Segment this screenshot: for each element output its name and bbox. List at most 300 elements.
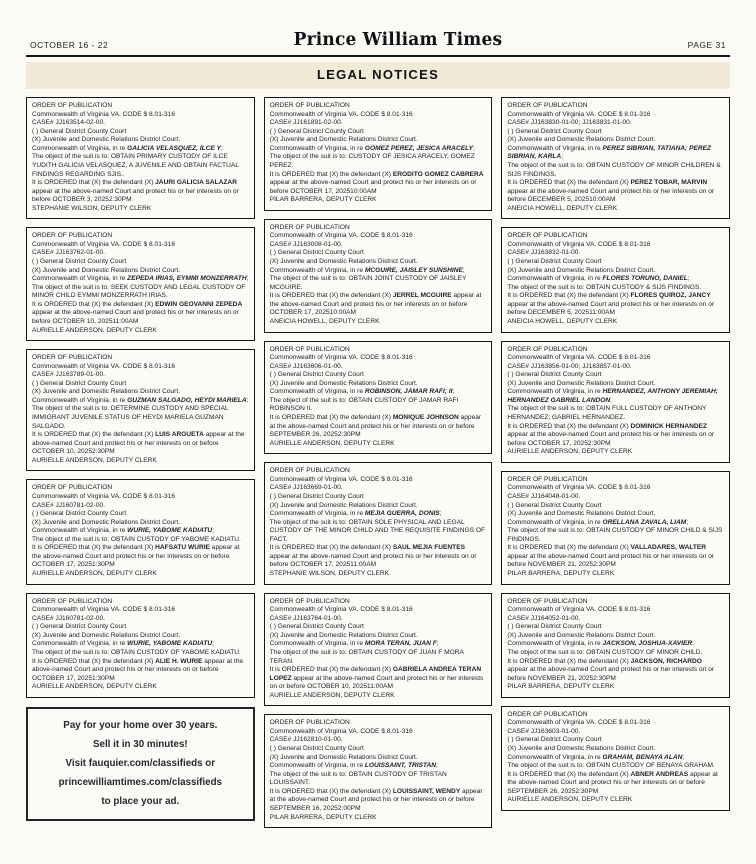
- in-re-prefix: Commonwealth of Virginia, in re: [32, 640, 128, 648]
- case-number: [270, 119, 487, 128]
- in-re-prefix: Commonwealth of Virginia, in re: [507, 275, 603, 283]
- commonwealth-line: [270, 728, 487, 737]
- legal-notice: [264, 341, 493, 455]
- in-re-semicolon: ;: [436, 640, 439, 648]
- legal-notice: [264, 462, 493, 584]
- court-checkbox-general: [507, 258, 724, 267]
- in-re-semicolon: ;: [439, 510, 442, 518]
- object-text: OBTAIN CUSTODY OF MINOR CHILDREN & SIJS FINDINGS.: [507, 161, 721, 178]
- in-re-semicolon: ;: [561, 153, 564, 161]
- legal-notice: [501, 593, 730, 698]
- notice-title-text: ORDER OF PUBLICATION: [507, 232, 588, 240]
- in-re-semicolon: ;: [436, 762, 438, 770]
- clerk-line: [507, 570, 724, 579]
- commonwealth-line: [507, 241, 724, 250]
- deadline-text: OCTOBER 17, 20252:30PM: [527, 439, 611, 447]
- court-checkbox-general: [32, 623, 249, 632]
- defendant-name: VALLADARES, WALTER: [630, 544, 707, 552]
- object-text: OBTAIN JOINT CUSTODY OF JAISLEY MCGUIRE.: [269, 275, 467, 291]
- case-number-text: CASE# JJ163669-01-00.: [269, 484, 343, 492]
- court-juvenile-text: (X) Juvenile and Domestic Relations District Court.: [32, 388, 181, 396]
- in-re-name: GALICIA VELASQUEZ, ILCE Y: [127, 144, 221, 152]
- object-line: [507, 762, 724, 771]
- court-checkbox-juvenile: [507, 136, 724, 145]
- clerk-name: STEPHANIE WILSON, DEPUTY CLERK: [269, 570, 389, 577]
- object-line: [32, 405, 249, 431]
- court-checkbox-juvenile: [507, 267, 724, 276]
- deadline-text: OCTOBER 17, 202510:00AM: [290, 187, 377, 195]
- defendant-name: PEREZ TOBAR, MARVIN: [630, 179, 708, 187]
- legal-notice: [264, 97, 493, 211]
- court-checkbox-juvenile: [270, 632, 487, 641]
- notice-title-text: ORDER OF PUBLICATION: [269, 345, 350, 353]
- column-3: [501, 97, 730, 811]
- section-banner: [26, 62, 730, 89]
- commonwealth-line: [270, 606, 487, 615]
- object-prefix: The object of the suit is to:: [32, 283, 111, 291]
- notice-title-text: ORDER OF PUBLICATION: [507, 475, 588, 483]
- ordered-prefix: It is ORDERED that (X) the defendant (X): [507, 657, 631, 665]
- deadline-text: OCTOBER 10, 202511:00AM: [307, 683, 393, 691]
- in-re-prefix: Commonwealth of Virginia, in re: [269, 510, 365, 518]
- defendant-name: GABRIELA ANDREA TERAN LOPEZ: [269, 666, 482, 682]
- defendant-name: SAUL MEJIA FUENTES: [392, 544, 465, 552]
- clerk-name: PILAR BARRERA, DEPUTY CLERK: [269, 813, 377, 821]
- ordered-line: [270, 544, 487, 570]
- notice-title-text: ORDER OF PUBLICATION: [32, 232, 113, 240]
- court-juvenile-text: (X) Juvenile and Domestic Relations District Court.: [507, 631, 656, 639]
- deadline-text: SEPTEMBER 26, 20252:30PM: [507, 787, 599, 795]
- in-re-semicolon: ;: [212, 640, 214, 648]
- notice-title: [270, 102, 487, 111]
- in-re-name: MEJIA GUERRA, DONIS: [364, 510, 440, 518]
- notice-title: [507, 598, 724, 607]
- in-re-line: [32, 145, 249, 154]
- court-juvenile-text: (X) Juvenile and Domestic Relations District Court.: [507, 745, 656, 752]
- notice-title-text: ORDER OF PUBLICATION: [32, 597, 113, 605]
- clerk-name: ANEICIA HOWELL, DEPUTY CLERK: [269, 317, 380, 325]
- court-general-text: ( ) General District County Court: [269, 492, 364, 500]
- court-general-text: ( ) General District County Court: [269, 745, 364, 752]
- court-checkbox-juvenile: [270, 258, 487, 267]
- court-checkbox-general: [507, 128, 724, 137]
- ordered-line: [32, 301, 249, 327]
- court-checkbox-general: [270, 128, 487, 137]
- in-re-line: [507, 640, 724, 649]
- court-juvenile-text: (X) Juvenile and Domestic Relations District Court.: [269, 753, 418, 761]
- clerk-name: AURIELLE ANDERSON, DEPUTY CLERK: [32, 570, 157, 577]
- page-header: [26, 30, 730, 57]
- appear-text: appear at the above-named Court and protect his or her interests on or before: [269, 552, 477, 569]
- ordered-line: [270, 788, 487, 814]
- in-re-semicolon: ;: [246, 396, 249, 404]
- in-re-line: [507, 519, 724, 528]
- commonwealth-line: [32, 493, 249, 502]
- appear-text: appear at the above-named Court and protect his or her interests on or before: [32, 187, 239, 204]
- notice-title: [507, 346, 724, 355]
- case-number-text: CASE# JJ160781-02-00.: [32, 614, 105, 622]
- object-text: DETERMINE CUSTODY AND SPECIAL IMMIGRANT JUVENILE STATUS OF HEYDI MARIELA GUZMAN SALGADO.: [32, 405, 229, 430]
- legal-notice: [26, 97, 255, 219]
- commonwealth-line: [32, 606, 249, 615]
- notice-title: [32, 484, 249, 493]
- case-number-text: CASE# JJ164052-01-00.: [507, 614, 581, 622]
- court-general-text: ( ) General District County Court: [269, 249, 364, 257]
- object-line: [507, 405, 724, 422]
- case-number-text: CASE# JJ163856-01-00; JJ163857-01-00.: [507, 362, 632, 370]
- commonwealth-line: [507, 606, 724, 615]
- edition-date: OCTOBER 16 - 22: [30, 40, 109, 50]
- court-checkbox-juvenile: [32, 388, 249, 397]
- court-checkbox-juvenile: [507, 510, 724, 519]
- case-number-text: CASE# JJ163832-01-00.: [507, 249, 581, 257]
- appear-text: appear at the above-named Court and protect his or her interests on or before: [507, 187, 715, 204]
- ordered-line: [507, 658, 724, 684]
- defendant-name: MONIQUE JOHNSON: [392, 414, 459, 421]
- notice-title: [507, 232, 724, 241]
- court-juvenile-text: (X) Juvenile and Domestic Relations District Court.: [507, 379, 656, 387]
- object-text: OBTAIN CUSTODY OF YABOME KADIATU.: [110, 535, 241, 543]
- object-text: SEEK CUSTODY AND LEGAL CUSTODY OF MINOR CHILD EYMMI MONZERRATH IRIAS.: [32, 283, 246, 300]
- in-re-prefix: Commonwealth of Virginia, in re: [507, 144, 603, 152]
- commonwealth-line: [507, 719, 724, 728]
- case-number: [270, 241, 487, 250]
- case-number: [32, 119, 249, 128]
- commonwealth-text: Commonwealth of Virginia VA. CODE $ 8.01-316: [507, 354, 651, 362]
- ordered-prefix: It is ORDERED that (X) the defendant (X): [32, 657, 156, 665]
- commonwealth-text: Commonwealth of Virginia VA. CODE $ 8.01-316: [507, 719, 651, 727]
- object-line: [32, 536, 249, 545]
- object-prefix: The object of the suit is to:: [507, 283, 587, 291]
- legal-notice: [501, 341, 730, 463]
- deadline-text: NOVEMBER 21, 20252:30PM: [527, 674, 616, 682]
- ordered-line: [507, 292, 724, 318]
- legal-notice: [501, 471, 730, 585]
- court-checkbox-general: [32, 258, 249, 267]
- court-checkbox-general: [507, 502, 724, 511]
- object-prefix: The object of the suit is to:: [507, 762, 587, 770]
- clerk-line: [270, 318, 487, 327]
- clerk-name: AURIELLE ANDERSON, DEPUTY CLERK: [507, 448, 633, 456]
- object-line: [270, 519, 487, 545]
- clerk-name: AURIELLE ANDERSON, DEPUTY CLERK: [269, 439, 395, 447]
- ad-line: to place your ad.: [101, 796, 180, 808]
- object-prefix: The object of the suit is to:: [32, 153, 111, 161]
- clerk-line: [32, 570, 249, 579]
- notice-title-text: ORDER OF PUBLICATION: [32, 354, 113, 362]
- clerk-line: [32, 327, 249, 336]
- clerk-line: [32, 205, 249, 214]
- notice-title: [507, 476, 724, 485]
- appear-text: appear at the above-named Court and protect his or her interests on or before: [269, 787, 483, 804]
- object-line: [270, 275, 487, 292]
- commonwealth-line: [32, 111, 249, 120]
- court-general-text: ( ) General District County Court: [507, 623, 602, 631]
- clerk-name: PILAR BARRERA, DEPUTY CLERK: [507, 683, 615, 691]
- court-checkbox-general: [270, 623, 487, 632]
- defendant-name: ERODITO GOMEZ CABRERA: [392, 170, 484, 178]
- court-general-text: ( ) General District County Court: [32, 623, 127, 631]
- appear-text: appear at the above-named Court and protect his or her interests on or before: [269, 414, 482, 430]
- ordered-line: [507, 771, 724, 797]
- court-juvenile-text: (X) Juvenile and Domestic Relations District Court.: [507, 510, 656, 518]
- court-checkbox-general: [270, 493, 487, 502]
- ad-line: Pay for your home over 30 years.: [63, 719, 218, 731]
- court-checkbox-juvenile: [270, 136, 487, 145]
- object-line: [507, 162, 724, 179]
- object-prefix: The object of the suit is to:: [507, 161, 587, 169]
- notice-title-text: ORDER OF PUBLICATION: [269, 223, 350, 231]
- defendant-name: ALIE H. WURIE: [155, 657, 203, 665]
- ordered-prefix: It is ORDERED that (X) the defendant (X): [32, 179, 156, 187]
- ordered-prefix: It is ORDERED that (X) the defendant (X): [507, 179, 631, 187]
- case-number-text: CASE# JJ163764-01-00.: [269, 614, 343, 622]
- court-general-text: ( ) General District County Court: [269, 623, 364, 631]
- deadline-text: OCTOBER 17, 202511:00AM: [290, 561, 377, 569]
- court-juvenile-text: (X) Juvenile and Domestic Relations District Court.: [269, 379, 418, 387]
- commonwealth-text: Commonwealth of Virginia VA. CODE $ 8.01-316: [32, 492, 176, 500]
- court-checkbox-general: [270, 371, 487, 380]
- legal-notice: [26, 479, 255, 584]
- case-number: [32, 615, 249, 624]
- in-re-line: [270, 267, 487, 276]
- object-line: [32, 153, 249, 179]
- court-general-text: ( ) General District County Court: [32, 258, 127, 265]
- in-re-prefix: Commonwealth of Virginia, in re: [32, 396, 128, 404]
- deadline-text: DECEMBER 5, 202511:00AM: [527, 309, 615, 317]
- clerk-name: AURIELLE ANDERSON, DEPUTY CLERK: [269, 691, 395, 699]
- legal-notice: [264, 593, 493, 707]
- court-checkbox-juvenile: [270, 502, 487, 511]
- court-juvenile-text: (X) Juvenile and Domestic Relations District Court.: [32, 266, 181, 274]
- appear-text: appear at the above-named Court and protect his or her interests on or before: [507, 770, 718, 787]
- masthead-title: Prince William Times: [293, 29, 503, 51]
- court-general-text: ( ) General District County Court: [507, 736, 602, 744]
- in-re-name: MCGUIRE, JAISLEY SUNSHINE: [364, 266, 463, 274]
- in-re-line: [270, 388, 487, 397]
- court-checkbox-juvenile: [507, 632, 724, 641]
- object-line: [507, 527, 724, 544]
- in-re-semicolon: ;: [687, 275, 690, 283]
- in-re-prefix: Commonwealth of Virginia, in re: [269, 266, 365, 274]
- object-text: CUSTODY OF JESICA ARACELY, GOMEZ PEREZ.: [269, 153, 475, 169]
- notice-title-text: ORDER OF PUBLICATION: [32, 102, 113, 109]
- object-line: [270, 649, 487, 666]
- clerk-line: [507, 318, 724, 327]
- legal-notice: [26, 593, 255, 698]
- in-re-name: ROBINSON, JAMAR RAFI; II: [364, 388, 453, 396]
- object-prefix: The object of the suit is to:: [269, 153, 349, 161]
- in-re-semicolon: ;: [452, 388, 455, 396]
- deadline-text: SEPTEMBER 26, 20252:30PM: [269, 431, 361, 439]
- object-line: [507, 284, 724, 293]
- court-checkbox-general: [32, 510, 249, 519]
- in-re-line: [32, 397, 249, 406]
- defendant-name: ABNER ANDREAS: [630, 770, 689, 778]
- in-re-line: [32, 640, 249, 649]
- commonwealth-line: [270, 476, 487, 485]
- case-number: [507, 728, 724, 737]
- legal-notice: [264, 219, 493, 333]
- court-general-text: ( ) General District County Court: [269, 371, 364, 379]
- clerk-name: AURIELLE ANDERSON, DEPUTY CLERK: [32, 456, 157, 464]
- in-re-name: WURIE, YABOME KADIATU: [127, 527, 213, 535]
- in-re-line: [270, 145, 487, 154]
- notice-title-text: ORDER OF PUBLICATION: [269, 597, 350, 605]
- court-general-text: ( ) General District County Court: [507, 501, 602, 509]
- clerk-line: [32, 683, 249, 692]
- notice-title: [270, 467, 487, 476]
- appear-text: appear at the above-named Court and protect his or her interests on or before: [269, 179, 477, 195]
- in-re-line: [270, 762, 487, 771]
- notice-title: [32, 102, 249, 111]
- court-general-text: ( ) General District County Court: [32, 510, 127, 518]
- object-prefix: The object of the suit is to:: [269, 648, 349, 656]
- ordered-prefix: It is ORDERED that (X) the defendant (X): [269, 544, 393, 552]
- commonwealth-line: [507, 111, 724, 120]
- in-re-line: [507, 145, 724, 162]
- court-general-text: ( ) General District County Court: [507, 371, 602, 379]
- in-re-name: PEREZ SIBRIAN, TATIANA; PEREZ SIBRIAN, KARLA: [507, 144, 712, 161]
- deadline-text: OCTOBER 17, 20251:30PM: [32, 561, 115, 569]
- ordered-line: [32, 179, 249, 205]
- clerk-name: PILAR BARRERA, DEPUTY CLERK: [269, 196, 377, 204]
- case-number-text: CASE# JJ163762-01-00.: [32, 249, 105, 257]
- in-re-semicolon: ;: [610, 396, 613, 404]
- commonwealth-text: Commonwealth of Virginia VA. CODE $ 8.01-316: [32, 110, 176, 118]
- object-text: OBTAIN CUSTODY & SIJS FINDINGS.: [586, 283, 702, 291]
- in-re-semicolon: ;: [462, 266, 465, 274]
- court-checkbox-juvenile: [270, 380, 487, 389]
- classifieds-ad: [26, 707, 255, 821]
- commonwealth-line: [32, 241, 249, 250]
- court-juvenile-text: (X) Juvenile and Domestic Relations District Court.: [269, 631, 418, 639]
- notice-columns: [26, 97, 730, 828]
- in-re-semicolon: ;: [473, 144, 475, 152]
- ordered-line: [270, 171, 487, 197]
- ordered-line: [32, 431, 249, 457]
- deadline-text: NOVEMBER 21, 20252:30PM: [527, 561, 616, 569]
- in-re-name: ZEPEDA IRIAS, EYMMI MONZERRATH: [127, 275, 247, 283]
- object-prefix: The object of the suit is to:: [507, 405, 587, 413]
- deadline-text: OCTOBER 17, 202510:00AM: [269, 309, 357, 317]
- commonwealth-text: Commonwealth of Virginia VA. CODE $ 8.01-316: [32, 362, 176, 370]
- court-juvenile-text: (X) Juvenile and Domestic Relations District Court.: [32, 631, 181, 639]
- ordered-prefix: It is ORDERED that (X) the defendant (X): [32, 544, 156, 552]
- clerk-name: AURIELLE ANDERSON, DEPUTY CLERK: [507, 796, 633, 804]
- case-number-text: CASE# JJ163514-02-00.: [32, 119, 105, 127]
- court-general-text: ( ) General District County Court: [507, 127, 602, 135]
- in-re-prefix: Commonwealth of Virginia, in re: [269, 388, 365, 396]
- ordered-prefix: It is ORDERED that (X) the defendant (X): [507, 422, 631, 430]
- in-re-name: GUZMAN SALGADO, HEYDI MARIELA: [127, 396, 247, 404]
- ordered-line: [270, 414, 487, 440]
- commonwealth-line: [507, 484, 724, 493]
- in-re-semicolon: ;: [686, 518, 689, 526]
- appear-text: appear at the above-named Court and protect his or her interests on or before: [507, 300, 715, 317]
- in-re-prefix: Commonwealth of Virginia, in re: [269, 762, 365, 770]
- legal-notice: [264, 714, 493, 828]
- clerk-name: AURIELLE ANDERSON, DEPUTY CLERK: [32, 326, 157, 334]
- in-re-prefix: Commonwealth of Virginia, in re: [507, 388, 603, 396]
- in-re-name: GRAHAM, BENAYA ALAN: [602, 753, 683, 761]
- clerk-line: [507, 448, 724, 457]
- object-text: OBTAIN PRIMARY CUSTODY OF ILCE YUDITH GALICIA VELASQUEZ, A JUVENILE AND OBTAIN FACTUAL FINDINGS REGARDING SJIS..: [32, 153, 239, 178]
- court-checkbox-general: [270, 745, 487, 754]
- clerk-line: [507, 205, 724, 214]
- case-number: [507, 493, 724, 502]
- court-general-text: ( ) General District County Court: [507, 258, 602, 265]
- notice-title: [32, 354, 249, 363]
- object-text: OBTAIN CUSTODY OF YABOME KADIATU.: [110, 648, 241, 656]
- notice-title-text: ORDER OF PUBLICATION: [32, 484, 113, 492]
- court-checkbox-general: [270, 249, 487, 258]
- column-1: [26, 97, 255, 821]
- defendant-name: LUIS ARGUETA: [155, 431, 204, 439]
- court-checkbox-juvenile: [507, 745, 724, 754]
- ordered-line: [32, 658, 249, 684]
- in-re-semicolon: ;: [212, 527, 214, 535]
- notice-title-text: ORDER OF PUBLICATION: [507, 102, 588, 109]
- commonwealth-text: Commonwealth of Virginia VA. CODE $ 8.01-316: [507, 110, 651, 118]
- in-re-prefix: Commonwealth of Virginia, in re: [507, 518, 603, 526]
- court-checkbox-general: [32, 128, 249, 137]
- appear-text: appear at the above-named Court and protect his or her interests on or before: [32, 544, 240, 560]
- commonwealth-text: Commonwealth of Virginia VA. CODE $ 8.01-316: [507, 240, 651, 248]
- in-re-line: [270, 510, 487, 519]
- in-re-prefix: Commonwealth of Virginia, in re: [507, 640, 603, 648]
- commonwealth-text: Commonwealth of Virginia VA. CODE $ 8.01-316: [32, 606, 176, 614]
- case-number-text: CASE# JJ161891-02-00.: [269, 119, 343, 127]
- notice-title-text: ORDER OF PUBLICATION: [507, 597, 588, 605]
- in-re-name: FLORES TORUNO, DANIEL: [602, 275, 688, 283]
- ad-line: princewilliamtimes.com/classifieds: [58, 777, 223, 789]
- court-juvenile-text: (X) Juvenile and Domestic Relations District Court.: [32, 518, 181, 526]
- case-number-text: CASE# JJ162810-01-00.: [269, 736, 343, 744]
- in-re-line: [32, 527, 249, 536]
- legal-notice: [501, 97, 730, 219]
- clerk-name: AURIELLE ANDERSON, DEPUTY CLERK: [32, 683, 157, 691]
- commonwealth-text: Commonwealth of Virginia VA. CODE $ 8.01-316: [269, 110, 413, 118]
- commonwealth-text: Commonwealth of Virginia VA. CODE $ 8.01-316: [269, 606, 413, 614]
- in-re-name: JACKSON, JOSHUA-XAVIER: [602, 640, 693, 648]
- commonwealth-text: Commonwealth of Virginia VA. CODE $ 8.01-316: [269, 475, 413, 483]
- commonwealth-text: Commonwealth of Virginia VA. CODE $ 8.01-316: [269, 232, 413, 240]
- section-title: LEGAL NOTICES: [316, 67, 440, 82]
- clerk-name: ANEICIA HOWELL, DEPUTY CLERK: [507, 204, 618, 212]
- ordered-prefix: It is ORDERED that (X) the defendant (X): [507, 770, 631, 778]
- court-juvenile-text: (X) Juvenile and Domestic Relations District Court.: [507, 266, 656, 274]
- notice-title: [270, 346, 487, 355]
- commonwealth-text: Commonwealth of Virginia VA. CODE $ 8.01-316: [507, 606, 651, 614]
- in-re-name: GOMEZ PEREZ, JESICA ARACELY: [364, 144, 474, 152]
- ordered-line: [507, 544, 724, 570]
- deadline-text: OCTOBER 10, 20252:30PM: [32, 448, 115, 456]
- notice-title: [32, 598, 249, 607]
- clerk-line: [270, 570, 487, 579]
- case-number-text: CASE# JJ163008-01-00.: [269, 240, 343, 248]
- court-juvenile-text: (X) Juvenile and Domestic Relations District Court.: [269, 501, 418, 509]
- notice-title: [270, 719, 487, 728]
- ordered-prefix: It is ORDERED that (X) the defendant (X): [507, 544, 631, 552]
- court-checkbox-general: [507, 623, 724, 632]
- notice-title: [507, 102, 724, 111]
- case-number: [507, 119, 724, 128]
- court-juvenile-text: (X) Juvenile and Domestic Relations District Court.: [269, 136, 418, 144]
- ordered-prefix: It is ORDERED that (X) the defendant (X): [269, 787, 393, 795]
- court-checkbox-general: [507, 371, 724, 380]
- defendant-name: DOMINICK HERNANDEZ: [630, 422, 708, 430]
